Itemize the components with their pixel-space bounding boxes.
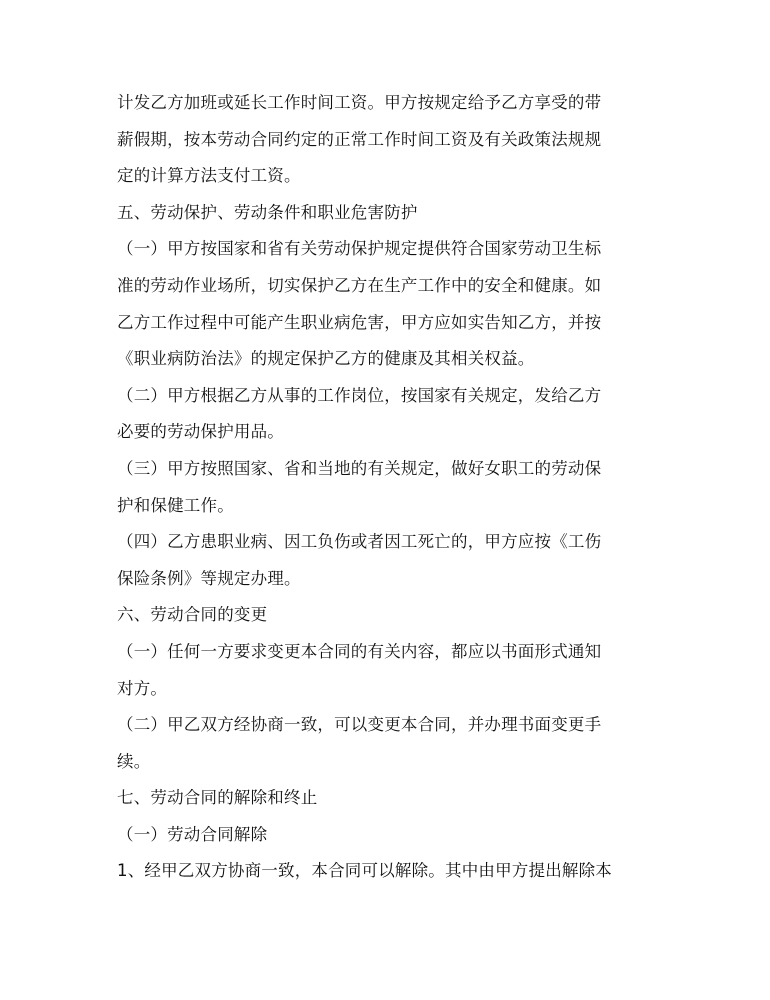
contract-text: [117, 85, 662, 890]
text-line: 护和保健工作。: [117, 495, 234, 515]
text-line: 《职业病防治法》的规定保护乙方的健康及其相关权益。: [117, 349, 535, 369]
text-line: 保险条例》等规定办理。: [117, 568, 301, 588]
text-line: 乙方工作过程中可能产生职业病危害，甲方应如实告知乙方，并按: [117, 312, 602, 332]
text-line: （二）甲乙双方经协商一致，可以变更本合同，并办理书面变更手: [117, 715, 602, 735]
text-line: （一）劳动合同解除: [117, 824, 268, 844]
text-line: 定的计算方法支付工资。: [117, 166, 301, 186]
text-line: （四）乙方患职业病、因工负伤或者因工死亡的，甲方应按《工伤: [117, 532, 602, 552]
text-line: 计发乙方加班或延长工作时间工资。甲方按规定给予乙方享受的带: [117, 93, 602, 112]
text-line: 薪假期，按本劳动合同约定的正常工作时间工资及有关政策法规规: [117, 129, 602, 149]
text-line: （一）任何一方要求变更本合同的有关内容，都应以书面形式通知: [117, 641, 602, 661]
text-line: 必要的劳动保护用品。: [117, 422, 284, 442]
text-line: （二）甲方根据乙方从事的工作岗位，按国家有关规定，发给乙方: [117, 385, 602, 405]
text-line: 1、经甲乙双方协商一致，本合同可以解除。其中由甲方提出解除本: [117, 861, 612, 881]
text-line: （一）甲方按国家和省有关劳动保护规定提供符合国家劳动卫生标: [117, 239, 602, 259]
section-heading: 五、劳动保护、劳动条件和职业危害防护: [117, 202, 418, 222]
text-line: 对方。: [117, 678, 168, 698]
section-heading: 六、劳动合同的变更: [117, 605, 268, 625]
text-line: 续。: [117, 751, 151, 771]
section-heading: 七、劳动合同的解除和终止: [117, 788, 318, 808]
text-line: 准的劳动作业场所，切实保护乙方在生产工作中的安全和健康。如: [117, 275, 602, 295]
text-line: （三）甲方按照国家、省和当地的有关规定，做好女职工的劳动保: [117, 458, 602, 478]
